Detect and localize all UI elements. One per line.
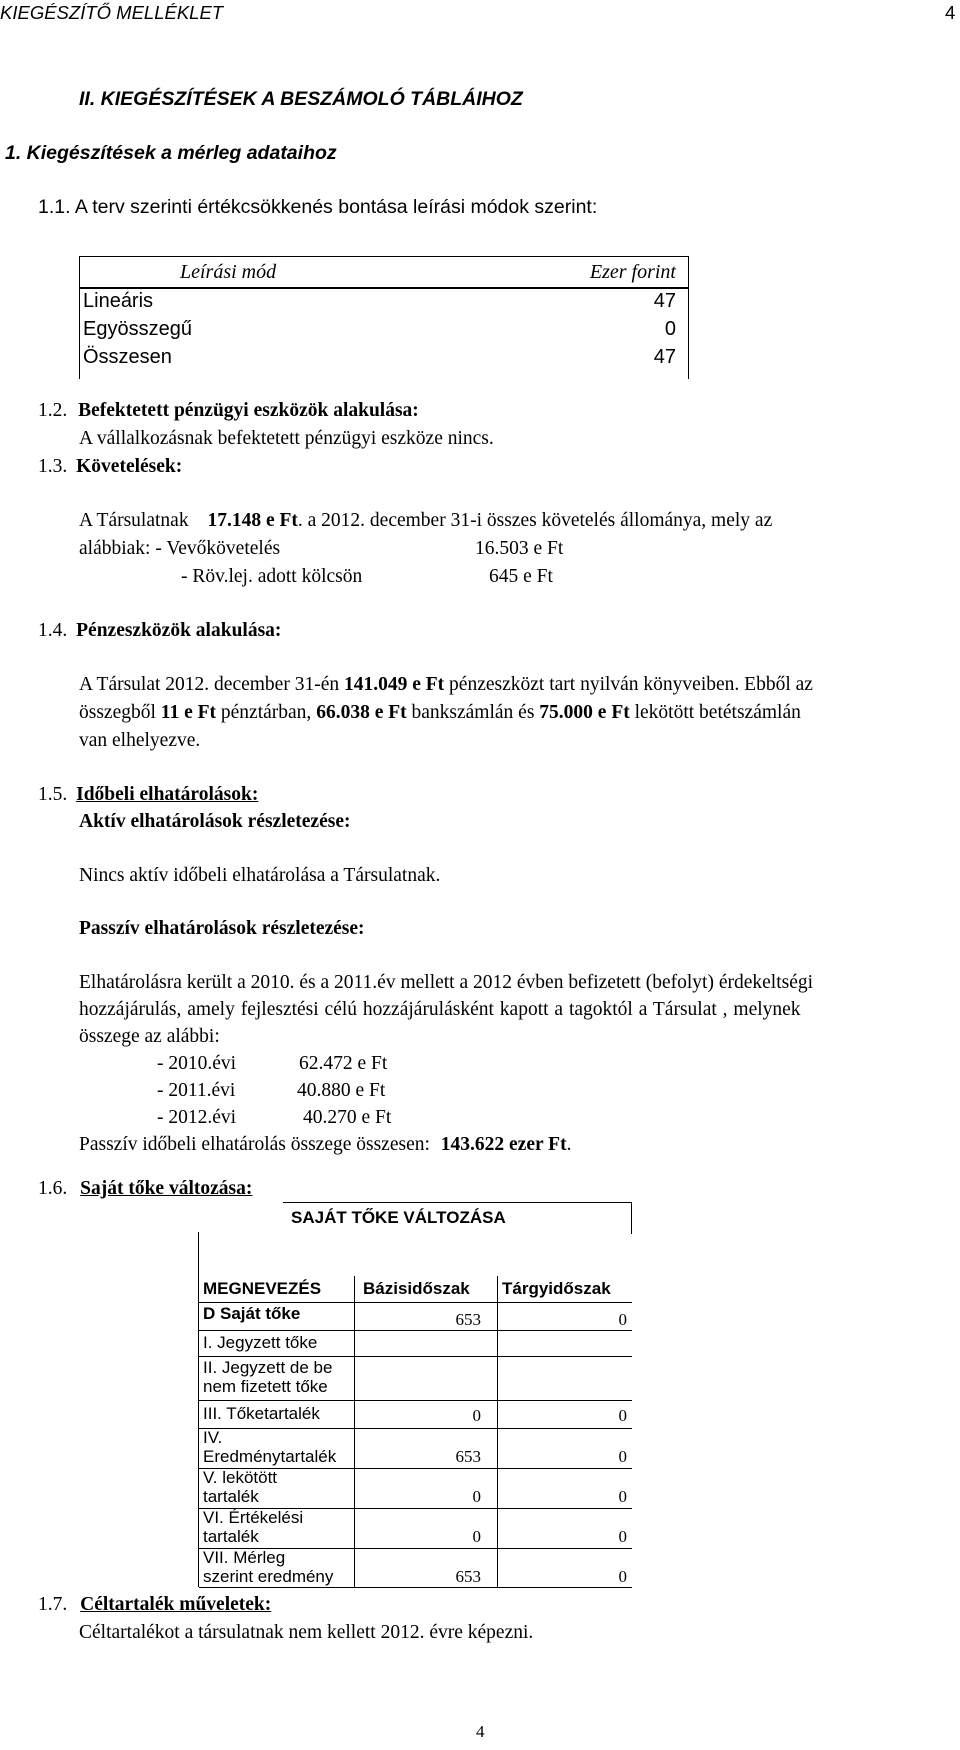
- s13-line1: A Társulatnak 17.148 e Ft. a 2012. december 31-i összes követelés állománya, mely az: [79, 510, 773, 531]
- year-value: 40.270 e Ft: [303, 1107, 392, 1128]
- equity-table: [198, 1232, 632, 1587]
- s12-text: A vállalkozásnak befektetett pénzügyi eszköze nincs.: [79, 428, 494, 449]
- col-bazisidoszak: Bázisidőszak: [363, 1279, 470, 1298]
- s15-passziv-title: Passzív elhatárolások részletezése:: [79, 918, 365, 939]
- year-label: - 2012.évi: [157, 1107, 237, 1128]
- depreciation-table: Leírási mód Ezer forint Lineáris 47 Egyösszegű 0 Összesen 47: [79, 256, 689, 379]
- header-page-number: 4: [945, 2, 956, 23]
- s17-heading: 1.7. Céltartalék műveletek:: [38, 1594, 272, 1615]
- equity-table-title-box: [283, 1202, 632, 1234]
- table-row: D Saját tőke 653 0: [199, 1302, 632, 1331]
- header-title: KIEGÉSZÍTŐ MELLÉKLET: [0, 2, 224, 23]
- col-leirasi-mod: Leírási mód: [180, 261, 277, 283]
- s15-p-line2: hozzájárulás, amely fejlesztési célú hozzájárulásként kapott a tagoktól a Társulat , melynek: [79, 999, 801, 1020]
- s13-kolcson-amount: 645 e Ft: [489, 566, 553, 587]
- table-row: VII. Mérleg szerint eredmény 653 0: [199, 1548, 632, 1588]
- year-value: 40.880 e Ft: [297, 1080, 386, 1101]
- s15-total: Passzív időbeli elhatárolás összege összesen: 143.622 ezer Ft.: [79, 1134, 572, 1155]
- s14-heading: 1.4. Pénzeszközök alakulása:: [38, 620, 282, 641]
- table-row: V. lekötött tartalék 0 0: [199, 1468, 632, 1509]
- s14-line2: összegből 11 e Ft pénztárban, 66.038 e Ft bankszámlán és 75.000 e Ft lekötött betétszámlán: [79, 702, 801, 723]
- equity-table-title: SAJÁT TŐKE VÁLTOZÁSA: [291, 1208, 506, 1227]
- section-title: II. KIEGÉSZÍTÉSEK A BESZÁMOLÓ TÁBLÁIHOZ: [79, 88, 523, 110]
- table-row: II. Jegyzett de be nem fizetett tőke: [199, 1356, 632, 1401]
- col-targyidoszak: Tárgyidőszak: [502, 1279, 611, 1298]
- year-label: - 2010.évi: [157, 1053, 237, 1074]
- s15-aktiv-text: Nincs aktív időbeli elhatárolása a Társulatnak.: [79, 865, 441, 886]
- s15-p-line1: Elhatárolásra került a 2010. és a 2011.év mellett a 2012 évben befizetett (befolyt) érdekeltségi: [79, 972, 814, 993]
- s17-text: Céltartalékot a társulatnak nem kellett 2012. évre képezni.: [79, 1622, 534, 1643]
- s13-line3: - Röv.lej. adott kölcsön: [181, 566, 363, 587]
- s14-line1: A Társulat 2012. december 31-én 141.049 e Ft pénzeszközt tart nyilván könyveiben. Ebből az: [79, 674, 813, 695]
- subsection-title: 1. Kiegészítések a mérleg adataihoz: [5, 142, 337, 164]
- s11-title: 1.1. A terv szerinti értékcsökkenés bontása leírási módok szerint:: [38, 196, 598, 218]
- s13-line2: alábbiak: - Vevőkövetelés: [79, 538, 281, 559]
- s13-heading: 1.3. Követelések:: [38, 456, 183, 477]
- table-row: VI. Értékelési tartalék 0 0: [199, 1508, 632, 1549]
- col-ezer-forint: Ezer forint: [589, 261, 676, 283]
- year-label: - 2011.évi: [157, 1080, 236, 1101]
- s15-p-line3: összege az alábbi:: [79, 1026, 220, 1047]
- s15-heading: 1.5. Időbeli elhatárolások:: [38, 784, 259, 805]
- s14-line3: van elhelyezve.: [79, 730, 201, 751]
- s16-heading: 1.6. Saját tőke változása:: [38, 1178, 253, 1199]
- table-row: III. Tőketartalék 0 0: [199, 1400, 632, 1429]
- s13-vevo-amount: 16.503 e Ft: [475, 538, 564, 559]
- equity-header-row: [199, 1276, 632, 1303]
- header-divider: [80, 287, 688, 289]
- footer-page-number: 4: [476, 1722, 485, 1741]
- col-megnevezes: MEGNEVEZÉS: [203, 1279, 322, 1298]
- table-row: IV. Eredménytartalék 653 0: [199, 1428, 632, 1469]
- table-row: I. Jegyzett tőke: [199, 1330, 632, 1357]
- year-value: 62.472 e Ft: [299, 1053, 388, 1074]
- s12-heading: 1.2. Befektetett pénzügyi eszközök alakulása:: [38, 400, 419, 421]
- s15-aktiv-title: Aktív elhatárolások részletezése:: [79, 811, 351, 832]
